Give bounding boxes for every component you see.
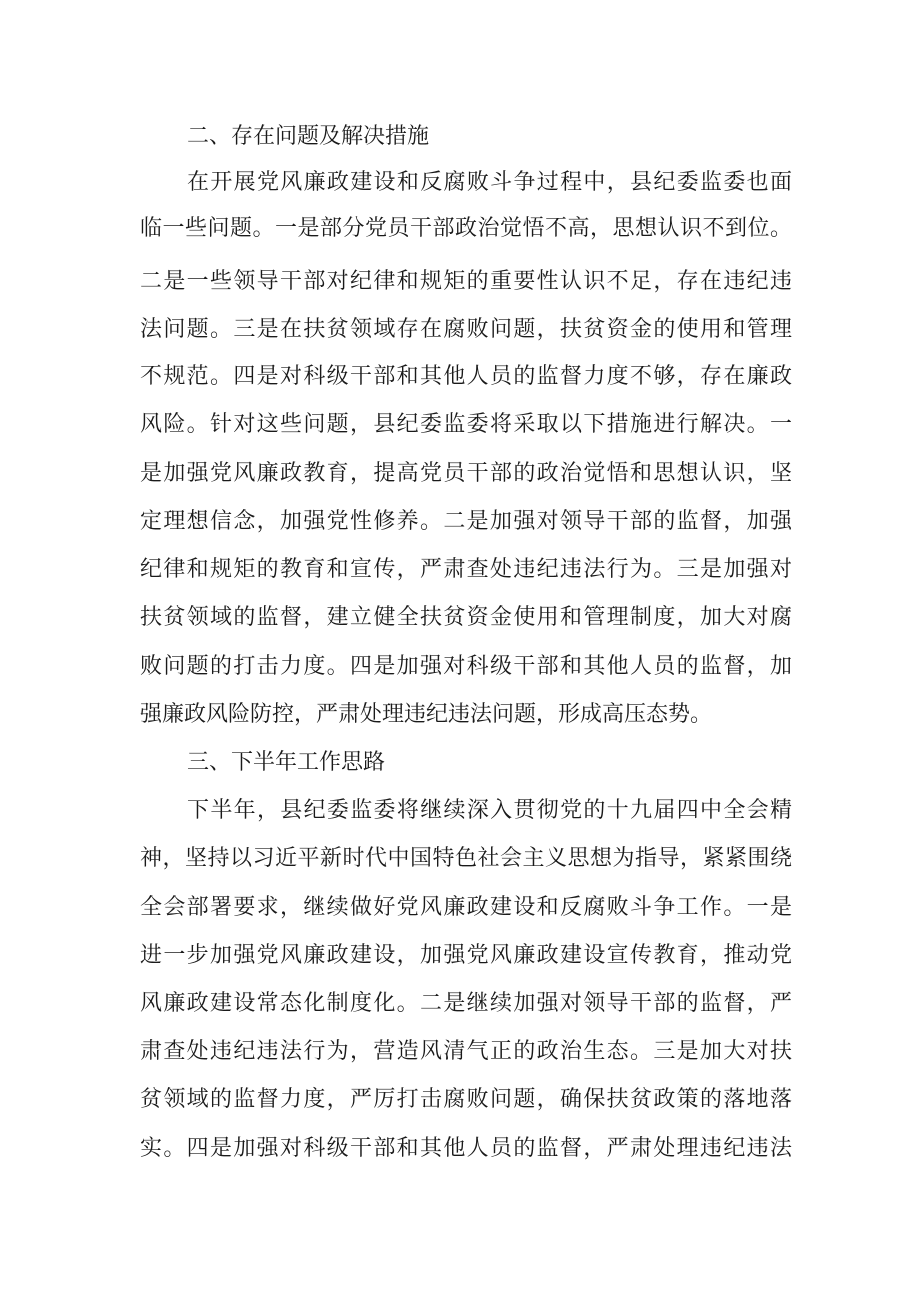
paragraph-line: 纪律和规矩的教育和宣传，严肃查处违纪违法行为。三是加强对 [140, 557, 792, 582]
paragraph-line: 强廉政风险防控，严肃处理违纪违法问题，形成高压态势。 [140, 702, 713, 727]
paragraph-line: 全会部署要求，继续做好党风廉政建设和反腐败斗争工作。一是 [140, 895, 792, 920]
paragraph-line: 实。四是加强对科级干部和其他人员的监督，严肃处理违纪违法 [140, 1136, 792, 1161]
paragraph-line: 定理想信念，加强党性修养。二是加强对领导干部的监督，加强 [140, 509, 792, 534]
paragraph-line: 肃查处违纪违法行为，营造风清气正的政治生态。三是加大对扶 [140, 1039, 792, 1064]
paragraph-line: 不规范。四是对科级干部和其他人员的监督力度不够，存在廉政 [140, 364, 792, 389]
paragraph-line: 下半年，县纪委监委将继续深入贯彻党的十九届四中全会精 [187, 798, 792, 823]
paragraph-line: 风廉政建设常态化制度化。二是继续加强对领导干部的监督，严 [140, 991, 792, 1016]
paragraph-line: 风险。针对这些问题，县纪委监委将采取以下措施进行解决。一 [140, 412, 792, 437]
paragraph-line: 是加强党风廉政教育，提高党员干部的政治觉悟和思想认识，坚 [140, 461, 792, 486]
section-heading-3: 三、下半年工作思路 [187, 750, 386, 775]
paragraph-line: 神，坚持以习近平新时代中国特色社会主义思想为指导，紧紧围绕 [140, 846, 792, 871]
paragraph-line: 进一步加强党风廉政建设，加强党风廉政建设宣传教育，推动党 [140, 943, 792, 968]
paragraph-line: 法问题。三是在扶贫领域存在腐败问题，扶贫资金的使用和管理 [140, 317, 792, 342]
section-heading-2: 二、存在问题及解决措施 [187, 124, 430, 149]
paragraph-line: 扶贫领域的监督，建立健全扶贫资金使用和管理制度，加大对腐 [140, 605, 792, 630]
paragraph-line: 二是一些领导干部对纪律和规矩的重要性认识不足，存在违纪违 [140, 269, 792, 294]
paragraph-line: 临一些问题。一是部分党员干部政治觉悟不高，思想认识不到位。 [140, 216, 792, 241]
paragraph-line: 在开展党风廉政建设和反腐败斗争过程中，县纪委监委也面 [187, 170, 792, 195]
paragraph-line: 败问题的打击力度。四是加强对科级干部和其他人员的监督，加 [140, 654, 792, 679]
paragraph-line: 贫领域的监督力度，严厉打击腐败问题，确保扶贫政策的落地落 [140, 1087, 792, 1112]
